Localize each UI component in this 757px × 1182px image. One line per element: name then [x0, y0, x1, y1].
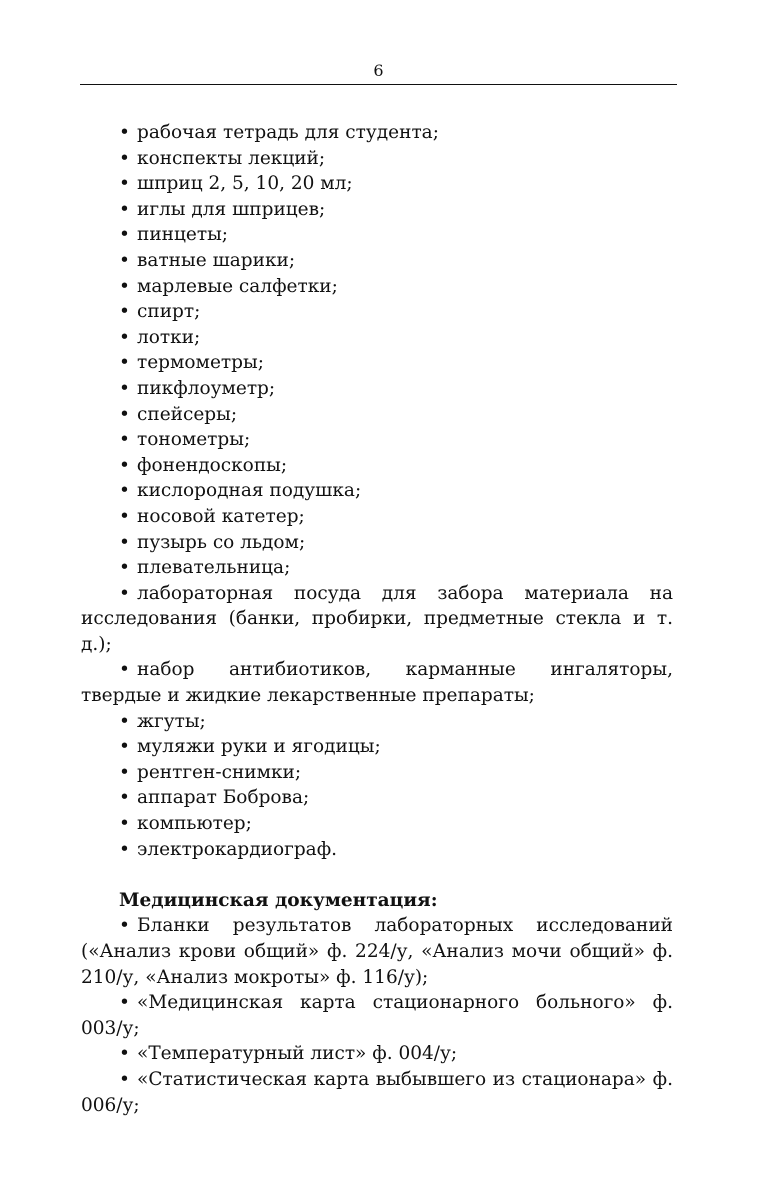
- list-item: [81, 1067, 673, 1118]
- bullet-icon: •: [119, 480, 130, 502]
- bullet-icon: •: [119, 224, 130, 246]
- bullet-icon: •: [119, 659, 130, 681]
- bullet-icon: •: [119, 1043, 130, 1065]
- list-item-text: пикфлоуметр;: [137, 377, 276, 399]
- list-item-text: термометры;: [137, 352, 264, 374]
- list-item-text: фонендоскопы;: [137, 454, 288, 476]
- list-item: [81, 555, 673, 581]
- list-item: [81, 581, 673, 658]
- bullet-icon: •: [119, 326, 130, 348]
- bullet-icon: •: [119, 813, 130, 835]
- bullet-icon: •: [119, 531, 130, 553]
- bullet-icon: •: [119, 582, 130, 604]
- list-item: [81, 427, 673, 453]
- list-item: [81, 299, 673, 325]
- list-item: [81, 248, 673, 274]
- list-item-text: кислородная подушка;: [137, 480, 362, 502]
- list-item-text: тонометры;: [137, 429, 251, 451]
- bullet-icon: •: [119, 301, 130, 323]
- bullet-icon: •: [119, 710, 130, 732]
- list-item-text: пузырь со льдом;: [137, 531, 306, 553]
- list-item: [81, 709, 673, 735]
- list-item-text: шприц 2, 5, 10, 20 мл;: [137, 173, 353, 195]
- list-item: [81, 120, 673, 146]
- documentation-heading: Медицинская документация:: [119, 889, 438, 911]
- list-item: [81, 274, 673, 300]
- list-item-text: иглы для шприцев;: [137, 198, 326, 220]
- bullet-icon: •: [119, 557, 130, 579]
- page-body: [81, 120, 673, 1118]
- bullet-icon: •: [119, 505, 130, 527]
- bullet-icon: •: [119, 147, 130, 169]
- list-item: [81, 453, 673, 479]
- list-item: [81, 734, 673, 760]
- documentation-list: [81, 913, 673, 1118]
- bullet-icon: •: [119, 249, 130, 271]
- list-item: [81, 171, 673, 197]
- list-item-text: «Статистическая карта выбывшего из стационара» ф. 006/у;: [81, 1068, 673, 1116]
- list-item: [81, 325, 673, 351]
- bullet-icon: •: [119, 122, 130, 143]
- bullet-icon: •: [119, 429, 130, 451]
- list-item-text: «Медицинская карта стационарного больного» ф. 003/у;: [81, 992, 673, 1039]
- list-item-text: носовой катетер;: [137, 505, 305, 527]
- bullet-icon: •: [119, 403, 130, 425]
- list-item-text: лотки;: [137, 326, 201, 348]
- list-item-text: ватные шарики;: [137, 249, 296, 271]
- list-item: [81, 837, 673, 863]
- list-item: [81, 913, 673, 990]
- list-item-text: спирт;: [137, 301, 201, 323]
- bullet-icon: •: [119, 377, 130, 399]
- bullet-icon: •: [119, 736, 130, 758]
- list-item-text: пинцеты;: [137, 224, 229, 246]
- bullet-icon: •: [119, 198, 130, 220]
- list-item: [81, 478, 673, 504]
- bullet-icon: •: [119, 761, 130, 783]
- bullet-icon: •: [119, 173, 130, 195]
- list-item: [81, 760, 673, 786]
- list-item-text: аппарат Боброва;: [137, 787, 310, 809]
- list-item: [81, 222, 673, 248]
- list-item: [81, 1041, 673, 1067]
- bullet-icon: •: [119, 838, 130, 860]
- list-item: [81, 197, 673, 223]
- bullet-icon: •: [119, 1068, 130, 1090]
- bullet-icon: •: [119, 787, 130, 809]
- header-rule: [80, 84, 677, 85]
- equipment-list: [81, 120, 673, 862]
- list-item-text: жгуты;: [137, 710, 206, 732]
- list-item-text: «Температурный лист» ф. 004/у;: [137, 1043, 458, 1065]
- bullet-icon: •: [119, 352, 130, 374]
- bullet-icon: •: [119, 915, 130, 937]
- list-item: [81, 146, 673, 172]
- list-item-text: плевательница;: [137, 557, 291, 579]
- list-item: [81, 785, 673, 811]
- list-item: [81, 530, 673, 556]
- list-item-text: марлевые салфетки;: [137, 275, 338, 297]
- list-item-text: лабораторная посуда для забора материала на исследования (банки, пробирки, предметные стекла и т. д.);: [81, 582, 673, 655]
- list-item: [81, 990, 673, 1041]
- list-item: [81, 657, 673, 708]
- list-item-text: конспекты лекций;: [137, 147, 326, 169]
- list-item: [81, 504, 673, 530]
- list-item-text: рабочая тетрадь для студента;: [137, 122, 439, 143]
- list-item-text: рентген-снимки;: [137, 761, 302, 783]
- list-item-text: Бланки результатов лабораторных исследований («Анализ крови общий» ф. 224/у, «Анализ мочи общий» ф. 210/у, «Анализ мокроты» ф. 116/у);: [81, 915, 673, 988]
- bullet-icon: •: [119, 992, 130, 1014]
- page-number: 6: [373, 61, 384, 80]
- list-item: [81, 402, 673, 428]
- list-item: [81, 376, 673, 402]
- bullet-icon: •: [119, 275, 130, 297]
- list-item-text: набор антибиотиков, карманные ингаляторы, твердые и жидкие лекарственные препараты;: [81, 659, 673, 707]
- list-item-text: спейсеры;: [137, 403, 238, 425]
- bullet-icon: •: [119, 454, 130, 476]
- list-item: [81, 350, 673, 376]
- list-item-text: муляжи руки и ягодицы;: [137, 736, 381, 758]
- list-item-text: электрокардиограф.: [137, 838, 338, 860]
- list-item: [81, 811, 673, 837]
- list-item-text: компьютер;: [137, 813, 252, 835]
